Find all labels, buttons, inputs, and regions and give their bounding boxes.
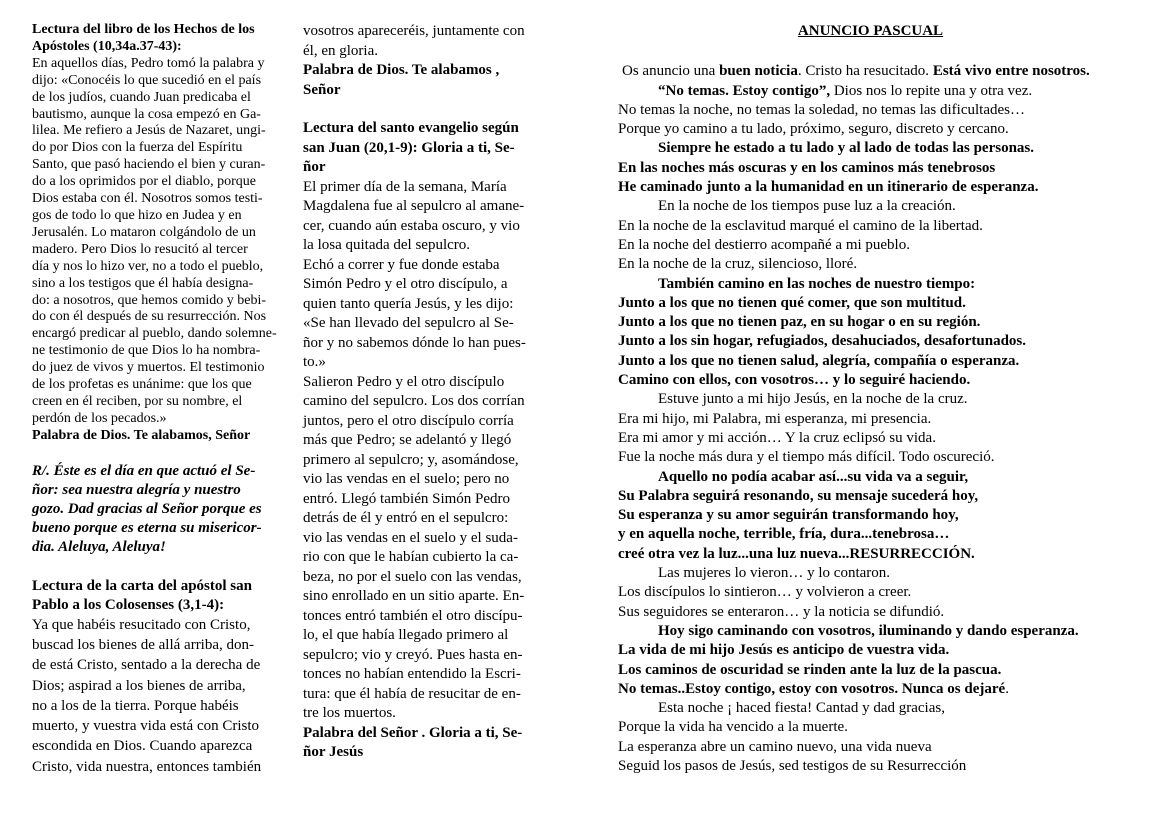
poem-line: Su esperanza y su amor seguirán transformando hoy, (618, 507, 959, 524)
reading2-text: Ya que habéis resucitado con Cristo, buscad los bienes de allá arriba, don- de está Cristo, sentado a la derecha de Dios; aspirad a los bienes de arriba, no a los de la tierra. Porque habéis muerto, y vuestra vida está con Cristo escondida en Dios. Cuando aparezca Cristo, vida nuestra, entonces también (32, 617, 262, 775)
poem-line: Los caminos de oscuridad se rinden ante la luz de la pascua. (618, 661, 1002, 678)
poem-line: Su Palabra seguirá resonando, su mensaje sucederá hoy, (618, 487, 979, 504)
poem-line: Porque la vida ha vencido a la muerte. (618, 719, 848, 736)
poem-line: Era mi amor y mi acción… Y la cruz eclipsó su vida. (618, 429, 936, 446)
reading2-title: Lectura de la carta del apóstol san Pablo a los Colosenses (3,1-4): (32, 577, 252, 613)
poem-line: Junto a los que no tienen qué comer, que son multitud. (618, 294, 966, 311)
reading1-title: Lectura del libro de los Hechos de los Apóstoles (10,34a.37-43): (32, 22, 255, 54)
poem-line: En la noche del destierro acompañé a mi pueblo. (618, 236, 910, 253)
poem-line: Fue la noche más dura y el tiempo más difícil. Todo oscureció. (618, 449, 995, 466)
poem-line: En la noche de los tiempos puse luz a la creación. (658, 198, 956, 215)
gospel-text: El primer día de la semana, María Magdalena fue al sepulcro al amane- cer, cuando aún estaba oscuro, y vio la losa quitada del sepulcro. Echó a correr y fue donde estaba Simón Pedro y el otro discípulo, a quien tanto quería Jesús, y les dijo: «Se han llevado del sepulcro al Se- ñor y no sabemos dónde lo han pues- to.» Salieron Pedro y el otro discípulo camino del sepulcro. Los dos corrían juntos, pero el otro discípulo corría más que Pedro; se adelantó y llegó primero al sepulcro; y, asomándose, vio las vendas en el suelo; pero no entró. Llegó también Simón Pedro detrás de él y entró en el sepulcro: vio las vendas en el suelo y el suda- rio con que le habían cubierto la ca- beza, no por el suelo con las vendas, sino enrollado en un sitio aparte. En- tonces entró también el otro discípu- lo, el que había llegado primero al sepulcro; vio y creyó. Pues hasta en- tonces no habían entendido la Escri- tura: que él había de resucitar de en- tre los muertos. (303, 178, 526, 721)
gospel-closing: Palabra del Señor . Gloria a ti, Se- ñor Jesús (303, 724, 523, 760)
poem-line: En las noches más oscuras y en los caminos más tenebrosos (618, 159, 996, 176)
middle-column (303, 22, 552, 763)
poem-line: La esperanza abre un camino nuevo, una vida nueva (618, 738, 932, 755)
poem-line: Junto a los sin hogar, refugiados, desahuciados, desafortunados. (618, 333, 1027, 350)
psalm-response: R/. Éste es el día en que actuó el Se- ñor: sea nuestra alegría y nuestro gozo. Dad gracias al Señor porque es bueno porque es eterna su misericor- dia. Aleluya, Aleluya! (32, 462, 262, 556)
page-title: ANUNCIO PASCUAL (797, 23, 944, 39)
poem-line: Sus seguidores se enteraron… y la noticia se difundió. (618, 603, 945, 620)
reading1-text: En aquellos días, Pedro tomó la palabra y dijo: «Conocéis lo que sucedió en el país de los judíos, cuando Juan predicaba el bautismo, aunque la cosa empezó en Ga- lilea. Me refiero a Jesús de Nazaret, ungi- do por Dios con la fuerza del Espíritu Santo, que pasó haciendo el bien y curan- do a los oprimidos por el diablo, porque Dios estaba con él. Nosotros somos testi- gos de todo lo que hizo en Judea y en Jerusalén. Lo mataron colgándolo de un madero. Pero Dios lo resucitó al tercer día y nos lo hizo ver, no a todo el pueblo, sino a los testigos que él había designa- do: a nosotros, que hemos comido y bebi- do con él después de su resurrección. Nos encargó predicar al pueblo, dando solemne- ne testimonio de que Dios lo ha nombra- do juez de vivos y muertos. El testimonio de los profetas es unánime: que los que creen en él reciben, por su nombre, el perdón de los pecados.» (32, 55, 277, 426)
reading1-closing: Palabra de Dios. Te alabamos, Señor (32, 427, 251, 443)
poem-line: No temas la noche, no temas la soledad, no temas las dificultades… (618, 101, 1025, 118)
poem-line: En la noche de la cruz, silencioso, lloré. (618, 256, 858, 273)
poem-line: y en aquella noche, terrible, fría, dura...tenebrosa… (618, 526, 950, 543)
poem-line: Estuve junto a mi hijo Jesús, en la noche de la cruz. (658, 391, 968, 408)
poem-line: He caminado junto a la humanidad en un itinerario de esperanza. (618, 179, 1039, 196)
poem-line: Seguid los pasos de Jesús, sed testigos de su Resurrección (618, 757, 967, 774)
poem-line: Porque yo camino a tu lado, próximo, seguro, discreto y cercano. (618, 121, 1009, 138)
poem-line: “No temas. Estoy contigo”, Dios nos lo repite una y otra vez. (658, 82, 1033, 99)
poem-line: Aquello no podía acabar así...su vida va a seguir, (658, 468, 969, 485)
poem-line: Era mi hijo, mi Palabra, mi esperanza, mi presencia. (618, 410, 932, 427)
poem-line: Esta noche ¡ haced fiesta! Cantad y dad gracias, (658, 700, 945, 717)
poem-line: Os anuncio una buen noticia. Cristo ha resucitado. Está vivo entre nosotros. (622, 63, 1090, 80)
poem-line: No temas..Estoy contigo, estoy con vosotros. Nunca os dejaré. (618, 680, 1009, 697)
reading2-closing: Palabra de Dios. Te alabamos , Señor (303, 62, 500, 98)
poem-line: También camino en las noches de nuestro tiempo: (658, 275, 976, 292)
poem-line: En la noche de la esclavitud marqué el camino de la libertad. (618, 217, 983, 234)
poem-line: Camino con ellos, con vosotros… y lo seguiré haciendo. (618, 372, 971, 389)
poem-line: Las mujeres lo vieron… y lo contaron. (658, 565, 891, 582)
poem-line: Siempre he estado a tu lado y al lado de todas las personas. (658, 140, 1035, 157)
poem-line: creé otra vez la luz...una luz nueva...RESURRECCIÓN. (618, 545, 975, 562)
poem-line: Junto a los que no tienen salud, alegría, compañía o esperanza. (618, 352, 1020, 369)
poem-line: Hoy sigo caminando con vosotros, iluminando y dando esperanza. (658, 622, 1079, 639)
poem-line: Los discípulos lo sintieron… y volvieron a creer. (618, 584, 912, 601)
reading2-continuation: vosotros apareceréis, juntamente con él, en gloria. (303, 23, 525, 59)
right-column (618, 22, 1148, 776)
poem-line: La vida de mi hijo Jesús es anticipo de vuestra vida. (618, 642, 950, 659)
gospel-title: Lectura del santo evangelio según san Juan (20,1-9): Gloria a ti, Se- ñor (303, 120, 519, 175)
poem-line: Junto a los que no tienen paz, en su hogar o en su región. (618, 314, 981, 331)
left-column (32, 22, 288, 777)
